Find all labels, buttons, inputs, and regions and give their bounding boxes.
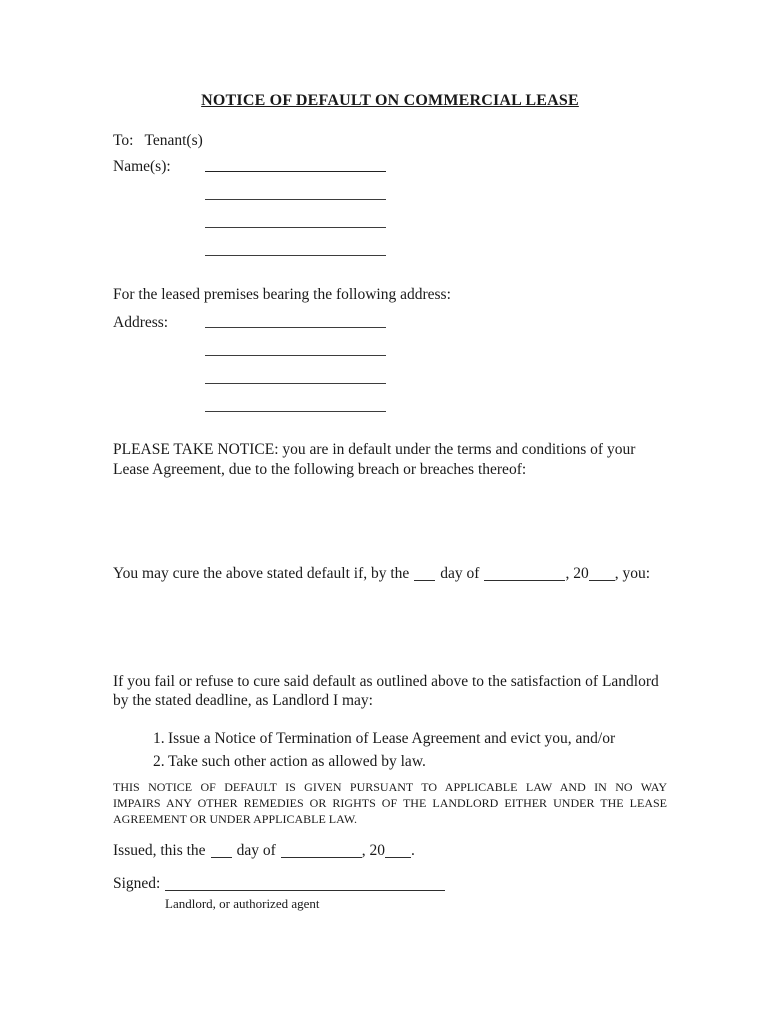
to-label: To: — [113, 132, 134, 149]
name-blank-lines — [205, 150, 386, 256]
issued-day-blank[interactable] — [211, 845, 232, 858]
issued-year-blank[interactable] — [385, 845, 411, 858]
address-blank-line[interactable] — [205, 384, 386, 412]
remedy-item — [113, 750, 667, 773]
remedy-item — [113, 727, 667, 750]
premises-line: For the leased premises bearing the following address: — [113, 286, 451, 303]
document-title: NOTICE OF DEFAULT ON COMMERCIAL LEASE — [201, 92, 579, 109]
name-blank-line[interactable] — [205, 228, 386, 256]
legal-line: IMPAIRS ANY OTHER REMEDIES OR RIGHTS OF THE LANDLORD EITHER UNDER THE LEASE — [113, 795, 667, 810]
address-blank-lines — [205, 304, 386, 412]
name-blank-line[interactable] — [205, 172, 386, 200]
cure-day-blank[interactable] — [414, 568, 435, 581]
cure-text: , you: — [614, 565, 651, 582]
address-blank-line[interactable] — [205, 356, 386, 384]
signed-caption: Landlord, or authorized agent — [165, 896, 320, 912]
notice-paragraph — [113, 440, 667, 479]
legal-line: AGREEMENT OR UNDER APPLICABLE LAW. — [113, 812, 358, 827]
legal-notice-paragraph — [113, 779, 667, 828]
cure-write-area[interactable] — [113, 584, 667, 672]
notice-line: PLEASE TAKE NOTICE: you are in default under the terms and conditions of your — [113, 441, 636, 458]
cure-text: You may cure the above stated default if, by the — [113, 565, 410, 582]
remedy-text: Take such other action as allowed by law. — [168, 752, 426, 770]
failure-paragraph — [113, 672, 667, 711]
remedy-number: 1. — [153, 729, 165, 747]
remedy-number: 2. — [153, 752, 165, 770]
signed-line — [113, 874, 667, 894]
issued-text: . — [410, 841, 415, 859]
issued-month-blank[interactable] — [281, 845, 362, 858]
breach-write-area[interactable] — [113, 479, 667, 564]
signature-blank[interactable] — [165, 878, 445, 891]
tenant-label: Tenant(s) — [144, 132, 203, 149]
issued-sentence — [113, 841, 667, 861]
address-section — [113, 304, 667, 412]
issued-text: Issued, this the — [113, 841, 206, 859]
issued-text: day of — [236, 841, 276, 859]
cure-month-blank[interactable] — [484, 568, 565, 581]
remedies-list — [113, 727, 667, 773]
notice-line: Lease Agreement, due to the following breach or breaches thereof: — [113, 460, 527, 478]
address-blank-line[interactable] — [205, 328, 386, 356]
name-blank-line[interactable] — [205, 150, 386, 172]
name-blank-line[interactable] — [205, 200, 386, 228]
to-line — [113, 131, 667, 150]
cure-text: , 20 — [565, 565, 589, 582]
signed-label: Signed: — [113, 875, 161, 893]
cure-sentence — [113, 564, 667, 584]
names-label: Name(s): — [113, 158, 171, 175]
address-label: Address: — [113, 314, 169, 331]
failure-line: by the stated deadline, as Landlord I may: — [113, 692, 373, 709]
failure-line: If you fail or refuse to cure said default as outlined above to the satisfaction of Landlord — [113, 672, 659, 690]
cure-text: day of — [440, 565, 480, 582]
issued-text: , 20 — [361, 841, 385, 859]
legal-line: THIS NOTICE OF DEFAULT IS GIVEN PURSUANT TO APPLICABLE LAW AND IN NO WAY — [113, 779, 667, 794]
cure-year-blank[interactable] — [589, 568, 615, 581]
names-section — [113, 150, 667, 256]
remedy-text: Issue a Notice of Termination of Lease Agreement and evict you, and/or — [168, 729, 616, 747]
address-blank-line[interactable] — [205, 304, 386, 328]
